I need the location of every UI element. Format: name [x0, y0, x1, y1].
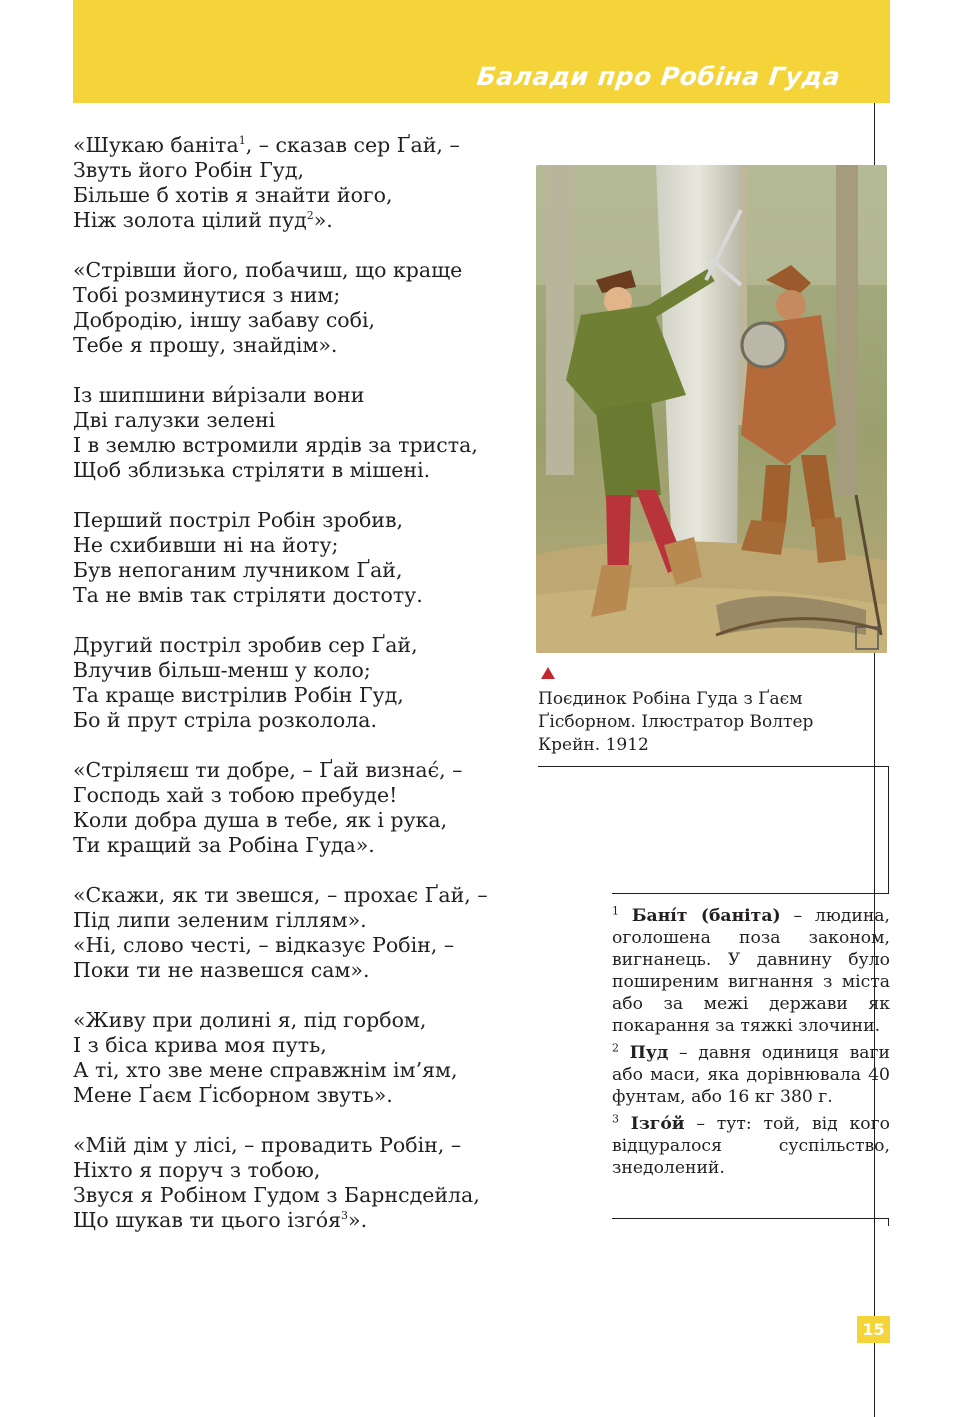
poem-line-text: Тобі розминутися з ним; [73, 283, 341, 307]
poem-line-text: Ніж золота цілий пуд [73, 208, 307, 232]
poem-line [73, 883, 543, 908]
poem-line-text: І з біса крива моя путь, [73, 1033, 327, 1057]
poem-line [73, 1208, 543, 1233]
poem-line [73, 508, 543, 533]
poem-line [73, 708, 543, 733]
footnote-text: – тут: той, від кого відцуралося суспільство, знедолений. [612, 1114, 890, 1178]
footnotes-side-tick [888, 1218, 889, 1226]
footnote-item [612, 905, 890, 1037]
poem-line-text: «Шукаю баніта [73, 133, 239, 157]
poem-stanza [73, 1008, 543, 1108]
poem-line [73, 658, 543, 683]
poem-stanza [73, 883, 543, 983]
poem-line-text: Перший постріл Робін зробив, [73, 508, 404, 532]
poem-line [73, 558, 543, 583]
poem-line-text: Більше б хотів я знайти його, [73, 183, 393, 207]
poem-line-text: «Стріляєш ти добре, – Ґай визнає́, – [73, 758, 463, 782]
footnote-term: Ізго́й [630, 1114, 685, 1134]
poem-line-text: Другий постріл зробив сер Ґай, [73, 633, 418, 657]
caption-marker-icon [541, 667, 555, 679]
footnotes-bottom-rule [612, 1218, 889, 1219]
poem-line [73, 1008, 543, 1033]
footnotes [612, 905, 890, 1184]
footnote-item [612, 1042, 890, 1108]
poem-line [73, 458, 543, 483]
footnote-number: 2 [612, 1041, 619, 1055]
footnote-text: – давня одиниця ваги або маси, яка дорівнювала 40 фунтам, або 16 кг 380 г. [612, 1043, 890, 1107]
poem-line-text: І в землю встромили ярдів за триста, [73, 433, 478, 457]
poem-line [73, 158, 543, 183]
poem-line [73, 758, 543, 783]
poem-line [73, 533, 543, 558]
caption-divider [538, 766, 889, 767]
poem-line [73, 958, 543, 983]
poem-line [73, 1183, 543, 1208]
poem-line-text: «Стрівши його, побачиш, що краще [73, 258, 463, 282]
section-title: Балади про Робіна Гуда [475, 62, 842, 91]
poem-line-text: Та краще вистрілив Робін Гуд, [73, 683, 404, 707]
poem-line [73, 383, 543, 408]
poem-line-text: Ти кращий за Робіна Гуда». [73, 833, 375, 857]
poem-line-text: Що шукав ти цього ізго́я [73, 1208, 342, 1232]
poem-line [73, 133, 543, 158]
poem-line-text: Добродію, іншу забаву собі, [73, 308, 376, 332]
poem-line [73, 208, 543, 233]
poem-line-text: Звуть його Робін Гуд, [73, 158, 304, 182]
poem-line [73, 833, 543, 858]
poem-line-text: «Мій дім у лісі, – провадить Робін, – [73, 1133, 462, 1157]
poem-line-text: «Скажи, як ти звешся, – прохає Ґай, – [73, 883, 488, 907]
poem-line-text: «Живу при долині я, під горбом, [73, 1008, 427, 1032]
poem-line [73, 308, 543, 333]
footnote-text: – людина, оголошена поза законом, вигнанець. У давнину було поширеним вигнання з міста або за межі держави як покарання за тяжкі злочини. [612, 906, 891, 1036]
poem-line [73, 183, 543, 208]
poem-stanza [73, 1133, 543, 1233]
footnote-ref: 2 [306, 209, 314, 223]
poem-line-text: Дві галузки зелені [73, 408, 276, 432]
poem-line [73, 433, 543, 458]
poem-text [73, 133, 543, 1258]
illustration-image [536, 165, 887, 653]
poem-line [73, 1058, 543, 1083]
footnote-term: Бані́т (баніта) [631, 906, 781, 926]
poem-line-text: Із шипшини ви́різали вони [73, 383, 365, 407]
poem-line [73, 1158, 543, 1183]
poem-line-text: Був непоганим лучником Ґай, [73, 558, 403, 582]
illustration-robin-hood-duel [536, 165, 887, 653]
poem-line-text: Бо й прут стріла розколола. [73, 708, 377, 732]
footnote-ref: 3 [341, 1209, 349, 1223]
poem-line [73, 258, 543, 283]
poem-line-text: Коли добра душа в тебе, як і рука, [73, 808, 448, 832]
box-side-rule [888, 766, 889, 894]
poem-line [73, 908, 543, 933]
poem-line [73, 633, 543, 658]
poem-line-text: Та не вмів так стріляти достоту. [73, 583, 423, 607]
illustration-caption: Поєдинок Робіна Гуда з Ґаєм Ґісборном. Ілюстратор Волтер Крейн. 1912 [538, 689, 814, 755]
poem-line-text: ». [348, 1208, 368, 1232]
poem-line-text: Під липи зеленим гіллям». [73, 908, 367, 932]
poem-line-text: А ті, хто зве мене справжнім ім’ям, [73, 1058, 458, 1082]
footnote-item [612, 1113, 890, 1179]
poem-stanza [73, 633, 543, 733]
header-banner [73, 0, 890, 103]
poem-line [73, 283, 543, 308]
poem-stanza [73, 383, 543, 483]
poem-stanza [73, 133, 543, 233]
poem-line [73, 933, 543, 958]
poem-line-text: Влучив більш-менш у коло; [73, 658, 371, 682]
poem-line-text: Звуся я Робіном Гудом з Барнсдейла, [73, 1183, 480, 1207]
footnotes-top-rule [612, 893, 889, 894]
poem-line-text: Не схибивши ні на йоту; [73, 533, 339, 557]
poem-line-text: Мене Ґаєм Ґісборном звуть». [73, 1083, 393, 1107]
poem-stanza [73, 508, 543, 608]
page-number: 15 [857, 1316, 890, 1343]
poem-line-text: Ніхто я поруч з тобою, [73, 1158, 321, 1182]
poem-line [73, 333, 543, 358]
poem-line-text: , – сказав сер Ґай, – [245, 133, 460, 157]
footnote-number: 3 [612, 1112, 619, 1126]
poem-line [73, 1083, 543, 1108]
poem-line [73, 408, 543, 433]
footnote-ref: 1 [238, 134, 246, 148]
footnote-number: 1 [612, 904, 619, 918]
poem-line-text: Поки ти не назвешся сам». [73, 958, 370, 982]
poem-line [73, 1133, 543, 1158]
poem-stanza [73, 758, 543, 858]
poem-stanza [73, 258, 543, 358]
footnote-term: Пуд [629, 1043, 669, 1063]
poem-line [73, 1033, 543, 1058]
poem-line-text: Тебе я прошу, знайдім». [73, 333, 338, 357]
poem-line [73, 583, 543, 608]
poem-line [73, 683, 543, 708]
poem-line [73, 808, 543, 833]
poem-line-text: Щоб зблизька стріляти в мішені. [73, 458, 431, 482]
poem-line-text: «Ні, слово честі, – відказує Робін, – [73, 933, 455, 957]
poem-line-text: ». [313, 208, 333, 232]
poem-line [73, 783, 543, 808]
poem-line-text: Господь хай з тобою пребуде! [73, 783, 398, 807]
